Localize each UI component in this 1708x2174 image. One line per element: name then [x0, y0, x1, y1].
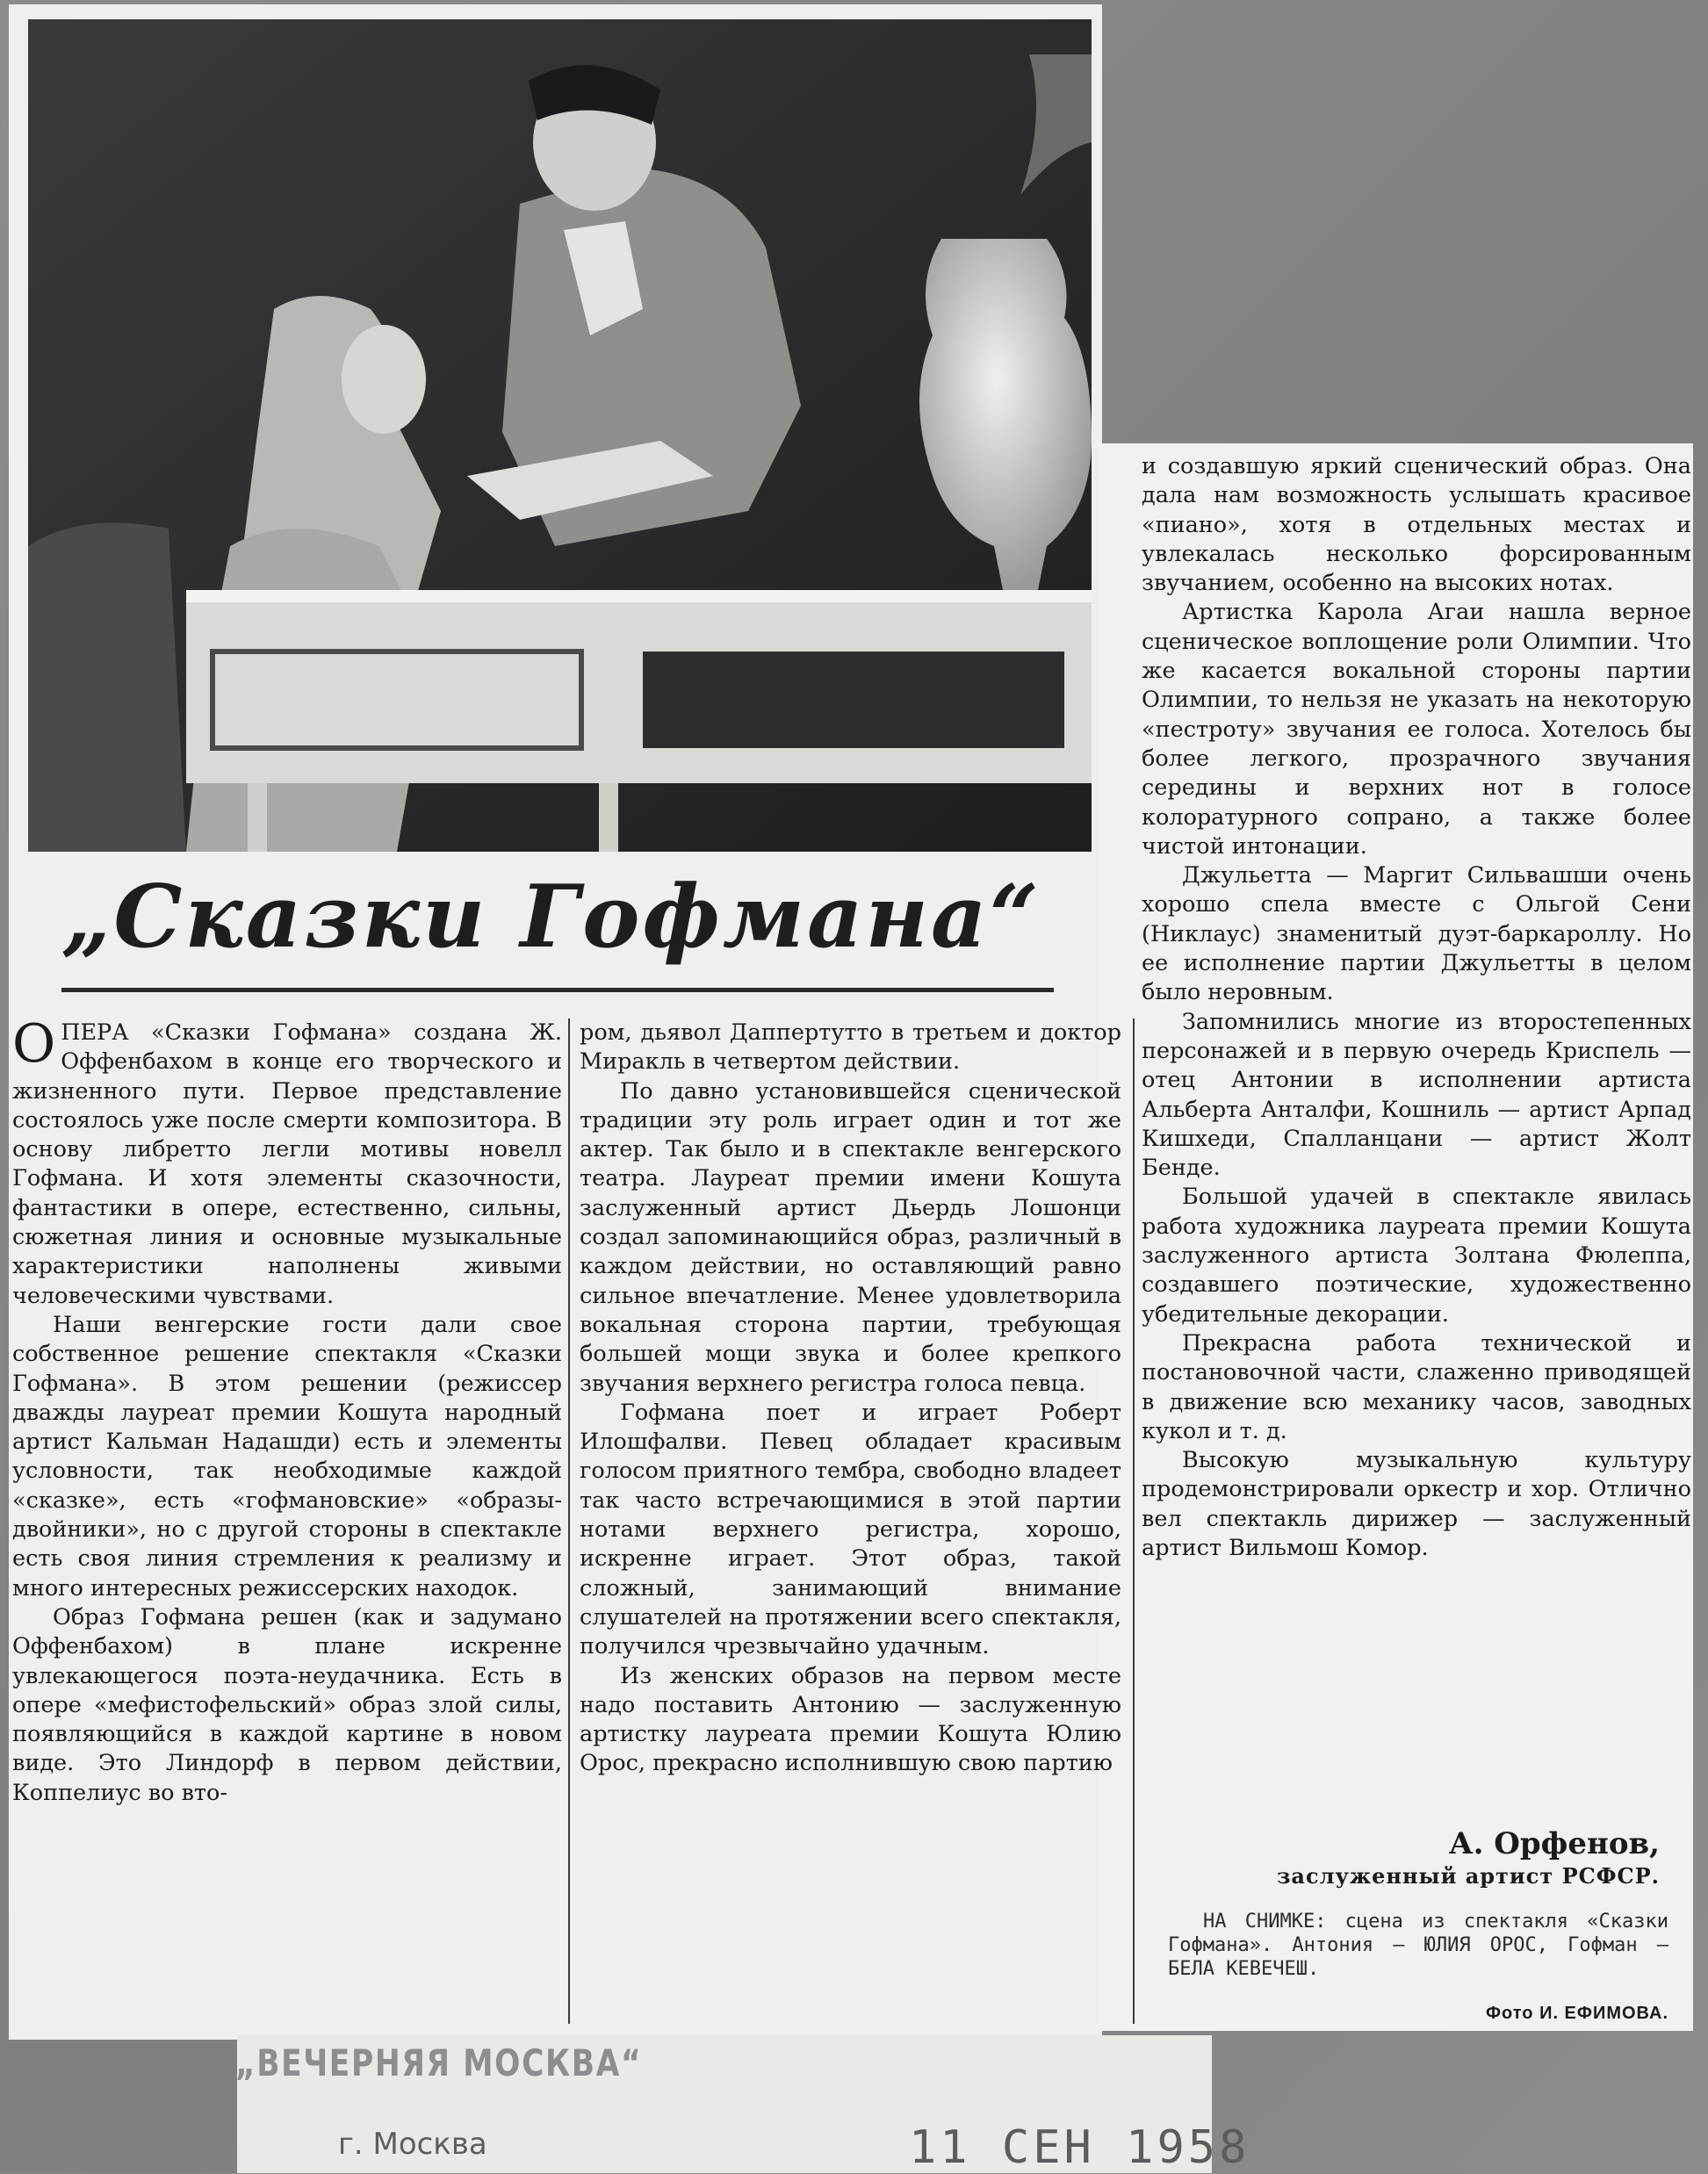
headline-rule	[61, 988, 1054, 992]
article-paragraph: Из женских образов на первом месте надо поставить Антонию — заслуженную артистку лауреата премии Кошута Юлию Орос, прекрасно исполнившую свою партию	[580, 1662, 1121, 1777]
article-paragraph: Гофмана поет и играет Роберт Илошфалви. Певец обладает красивым голосом приятного тембра, свободно владеет так часто встречающимися в этой партии нотами верхнего регистра, хорошо, искренне играет. Этот образ, такой сложный, занимающий внимание слушателей на протяжении всего спектакля, получился чрезвычайно удачным.	[580, 1399, 1121, 1660]
article-paragraph: Артистка Карола Агаи нашла верное сценическое воплощение роли Олимпии. Что же касается вокальной стороны партии Олимпии, то нельзя не указать на некоторую «пестроту» звучания ее голоса. Хотелось бы более легкого, прозрачного звучания середины и верхних нот в голосе колоратурного сопрано, а также более чистой интонации.	[1142, 599, 1691, 860]
photo-harpsichord-dark-panel	[643, 651, 1064, 748]
article-column-2	[580, 1019, 1121, 1779]
drop-cap: О	[12, 1013, 56, 1075]
caption-text: НА СНИМКЕ: сцена из спектакля «Сказки Гофмана». Антония — ЮЛИЯ ОРОС, Гофман — БЕЛА КЕВЕЧЕШ.	[1168, 1911, 1668, 1980]
article-paragraph: и создавшую яркий сценический образ. Она дала нам возможность услышать красивое «пиано», хотя в отдельных местах и увлекалась несколько форсированным звучанием, особенно на высоких нотах.	[1142, 453, 1691, 597]
photo-woman-face	[342, 325, 426, 434]
author-title: заслуженный артист РСФСР.	[1277, 1863, 1660, 1889]
photo-credit: Фото И. ЕФИМОВА.	[1485, 2004, 1668, 2023]
stage-photo	[28, 19, 1092, 852]
article-paragraph	[12, 1013, 562, 1311]
photo-harpsichord-leg	[599, 783, 618, 852]
article-column-1	[12, 1013, 562, 1808]
newspaper-stamp: „ВЕЧЕРНЯЯ МОСКВА“	[235, 2041, 643, 2084]
paragraph-text: ПЕРА «Сказки Гофмана» создана Ж. Оффенбахом в конце его творческого и жизненного пути. Первое представление состоялось уже после смерти композитора. В основу либретто легли мотивы новелл Гофмана. И хотя элементы сказочности, фантастики в опере, естественно, сильны, сюжетная линия и основные музыкальные характеристики наполнены живыми человеческими чувствами.	[12, 1019, 562, 1309]
article-paragraph: Джульетта — Маргит Сильвашши очень хорошо спела вместе с Ольгой Сени (Никлаус) знаменитый дуэт-баркароллу. Но ее исполнение партии Джульетты в целом было неровным.	[1142, 862, 1691, 1006]
article-paragraph: Большой удачей в спектакле явилась работа художника лауреата премии Кошута заслуженного артиста Золтана Фюлеппа, создавшего поэтические, художественно убедительные декорации.	[1142, 1184, 1691, 1328]
article-paragraph: Прекрасна работа технической и постановочной части, слаженно приводящей в движение всю механику часов, заводных кукол и т. д.	[1142, 1329, 1691, 1444]
stage-photo-drawing	[28, 19, 1092, 852]
photo-caption	[1168, 1910, 1668, 1981]
author-signature: А. Орфенов,	[1448, 1826, 1660, 1861]
article-column-3	[1142, 452, 1691, 1563]
city-stamp: г. Москва	[338, 2127, 487, 2162]
column-divider	[568, 1019, 570, 2024]
date-stamp: 11 СЕН 1958	[909, 2121, 1250, 2174]
article-paragraph: Образ Гофмана решен (как и задумано Оффенбахом) в плане искренне увлекающегося поэта-неудачника. Есть в опере «мефистофельский» образ злой силы, появляющийся в каждой картине в новом виде. Это Линдорф в первом действии, Коппелиус во вто-	[12, 1603, 562, 1806]
article-paragraph: По давно установившейся сценической традиции эту роль играет один и тот же актер. Так было и в спектакле венгерского театра. Лауреат премии имени Кошута заслуженный артист Дьердь Лошонци создал запоминающийся образ, различный в каждом действии, но оставляющий равно сильное впечатление. Менее удовлетворила вокальная сторона партии, требующая большей мощи звука и более крепкого звучания верхнего регистра голоса певца.	[580, 1077, 1121, 1397]
photo-harpsichord-lid	[186, 590, 1092, 602]
article-paragraph: Высокую музыкальную культуру продемонстрировали оркестр и хор. Отлично вел спектакль дирижер — заслуженный артист Вильмош Комор.	[1142, 1447, 1691, 1561]
photo-chair	[28, 522, 186, 852]
article-paragraph: Наши венгерские гости дали свое собственное решение спектакля «Сказки Гофмана». В этом решении (режиссер дважды лауреат премии Кошута народный артист Кальман Надашди) есть и элементы условности, так необходимые каждой «сказке», есть «гофмановские» «образы-двойники», но с другой стороны в спектакле есть своя линия стремления к реализму и много интересных режиссерских находок.	[12, 1311, 562, 1602]
column-divider	[1133, 1019, 1135, 2024]
headline: „Сказки Гофмана“	[61, 867, 1041, 968]
article-paragraph: ром, дьявол Даппертутто в третьем и доктор Миракль в четвертом действии.	[580, 1019, 1121, 1076]
photo-harpsichord-leg	[248, 783, 267, 852]
article-paragraph: Запомнились многие из второстепенных персонажей и в первую очередь Криспель — отец Антонии в исполнении артиста Альберта Анталфи, Кошниль — артист Арпад Кишхеди, Спалланцани — артист Жолт Бенде.	[1142, 1008, 1691, 1182]
